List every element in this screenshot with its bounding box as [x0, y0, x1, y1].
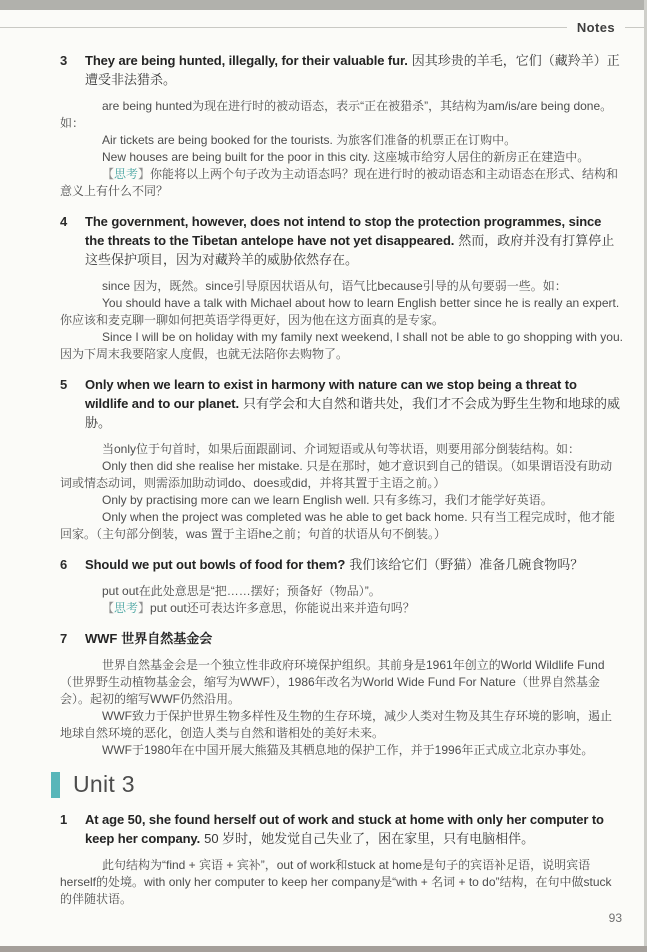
item-heading-row — [60, 555, 623, 574]
page-number: 93 — [608, 911, 622, 925]
unit-item-1 — [60, 810, 623, 908]
item-heading-zh: 我们该给它们（野猫）准备几碗食物吗？ — [349, 557, 584, 572]
item-heading-en: Only when we learn to exist in harmony with nature can we stop being a threat to wildlife and to our planet. — [85, 377, 577, 411]
item-body — [60, 583, 623, 617]
example-sentence: Since I will be on holiday with my family next weekend, I shall not be able to go shopping with you. 因为下周末我要陪家人度假，也就无法陪你去购物了。 — [60, 330, 623, 361]
example-sentence: Only by practising more can we learn English well. 只有多练习，我们才能学好英语。 — [102, 493, 553, 507]
item-heading — [85, 212, 623, 269]
header-rule-left — [0, 27, 567, 28]
item-heading-en: At age 50, she found herself out of work and stuck at home with only her computer to keep her company. — [85, 812, 604, 846]
item-number: 4 — [60, 214, 68, 229]
think-close-bracket: 】 — [138, 601, 151, 615]
item-heading-row — [60, 375, 623, 432]
example-sentence: Only when the project was completed was he able to get back home. 只有当工程完成时，他才能回家。（主句部分倒装，was 置于主语he之前；句首的状语从句不倒装。） — [60, 510, 615, 541]
item-heading — [85, 375, 623, 432]
item-body — [60, 441, 623, 543]
paragraph: WWF于1980年在中国开展大熊猫及其栖息地的保护工作，并于1996年正式成立北京办事处。 — [102, 743, 594, 757]
item-heading — [85, 555, 583, 574]
scan-bottom-edge — [0, 946, 647, 952]
paragraph: are being hunted为现在进行时的被动语态，表示“正在被猎杀”，其结构为am/is/are being done。如： — [60, 99, 613, 130]
notes-header — [0, 20, 647, 35]
unit-accent-bar — [51, 772, 60, 798]
example-sentence: You should have a talk with Michael about how to learn English better since he is really an expert. 你应该和麦克聊一聊如何把英语学得更好，因为他在这方面真的是专家。 — [60, 296, 620, 327]
page-content — [0, 35, 647, 908]
note-item-7 — [60, 629, 623, 759]
item-body — [60, 857, 623, 908]
think-text: 你能将以上两个句子改为主动语态吗？现在进行时的被动语态和主动语态在形式、结构和意义上有什么不同？ — [60, 167, 619, 198]
think-close-bracket: 】 — [138, 167, 151, 181]
item-heading-en: They are being hunted, illegally, for their valuable fur. — [85, 53, 408, 68]
example-sentence: Air tickets are being booked for the tourists. 为旅客们准备的机票正在订购中。 — [102, 133, 517, 147]
item-heading-zh: 然而，政府并没有打算停止这些保护项目，因为对藏羚羊的威胁依然存在。 — [85, 233, 615, 267]
item-number: 1 — [60, 812, 68, 827]
example-sentence: Only then did she realise her mistake. 只是在那时，她才意识到自己的错误。（如果谓语没有助动词或情态动词，则需添加助动词do、does或did，并将其置于主语之前。） — [60, 459, 613, 490]
item-heading-en: WWF — [85, 631, 118, 646]
item-heading-zh: 世界自然基金会 — [121, 631, 213, 646]
paragraph: 世界自然基金会是一个独立性非政府环境保护组织。其前身是1961年创立的World Wildlife Fund（世界野生动植物基金会，缩写为WWF），1986年改名为World Wide Fund For Nature（世界自然基金会）。起初的缩写WWF仍然沿用。 — [60, 658, 605, 706]
paragraph: 当only位于句首时，如果后面跟副词、介词短语或从句等状语，则要用部分倒装结构。如： — [102, 442, 581, 456]
unit-title: Unit 3 — [73, 771, 135, 797]
think-open-bracket: 【 — [102, 601, 115, 615]
item-body — [60, 278, 623, 363]
item-heading-zh: 50 岁时，她发觉自己失业了，困在家里，只有电脑相伴。 — [204, 831, 535, 846]
think-paragraph — [60, 600, 623, 617]
item-heading-en: Should we put out bowls of food for them? — [85, 557, 346, 572]
note-item-5 — [60, 375, 623, 543]
paragraph: since 因为，既然。since引导原因状语从句，语气比because引导的从句要弱一些。如： — [102, 279, 567, 293]
think-paragraph — [60, 166, 623, 200]
note-item-4 — [60, 212, 623, 363]
think-open-bracket: 【 — [102, 167, 115, 181]
item-heading — [85, 629, 212, 648]
item-heading-row — [60, 212, 623, 269]
scan-top-edge — [0, 0, 647, 10]
paragraph: WWF致力于保护世界生物多样性及生物的生存环境，减少人类对生物及其生存环境的影响，遏止地球自然环境的恶化，创造人类与自然和谐相处的美好未来。 — [60, 709, 612, 740]
item-number: 5 — [60, 377, 68, 392]
unit-heading — [51, 771, 623, 798]
think-label: 思考 — [114, 601, 139, 615]
example-sentence: New houses are being built for the poor in this city. 这座城市给穷人居住的新房正在建造中。 — [102, 150, 590, 164]
item-body — [60, 657, 623, 759]
paragraph: 此句结构为“find + 宾语 + 宾补”，out of work和stuck at home是句子的宾语补足语，说明宾语herself的处境。with only her computer to keep her company是“with + 名词 + to do”结构，在句中做stuck的伴随状语。 — [60, 858, 612, 906]
item-body — [60, 98, 623, 200]
item-number: 3 — [60, 53, 68, 68]
item-heading — [85, 810, 623, 848]
think-text: put out还可表达许多意思，你能说出来并造句吗？ — [150, 601, 415, 615]
item-heading-zh: 只有学会和大自然和谐共处，我们才不会成为野生生物和地球的威胁。 — [85, 396, 621, 430]
item-heading-row — [60, 51, 623, 89]
item-heading-row — [60, 629, 623, 648]
note-item-6 — [60, 555, 623, 617]
notes-label: Notes — [576, 20, 615, 35]
item-heading-row — [60, 810, 623, 848]
item-heading — [85, 51, 623, 89]
item-number: 6 — [60, 557, 68, 572]
note-item-3 — [60, 51, 623, 200]
item-heading-zh: 因其珍贵的羊毛，它们（藏羚羊）正遭受非法猎杀。 — [85, 53, 620, 87]
think-label: 思考 — [114, 167, 139, 181]
item-number: 7 — [60, 631, 68, 646]
item-heading-en: The government, however, does not intend to stop the protection programmes, since the threats to the Tibetan antelope have not yet disappeared. — [85, 214, 602, 248]
paragraph: put out在此处意思是“把……摆好；预备好（物品）”。 — [102, 584, 381, 598]
